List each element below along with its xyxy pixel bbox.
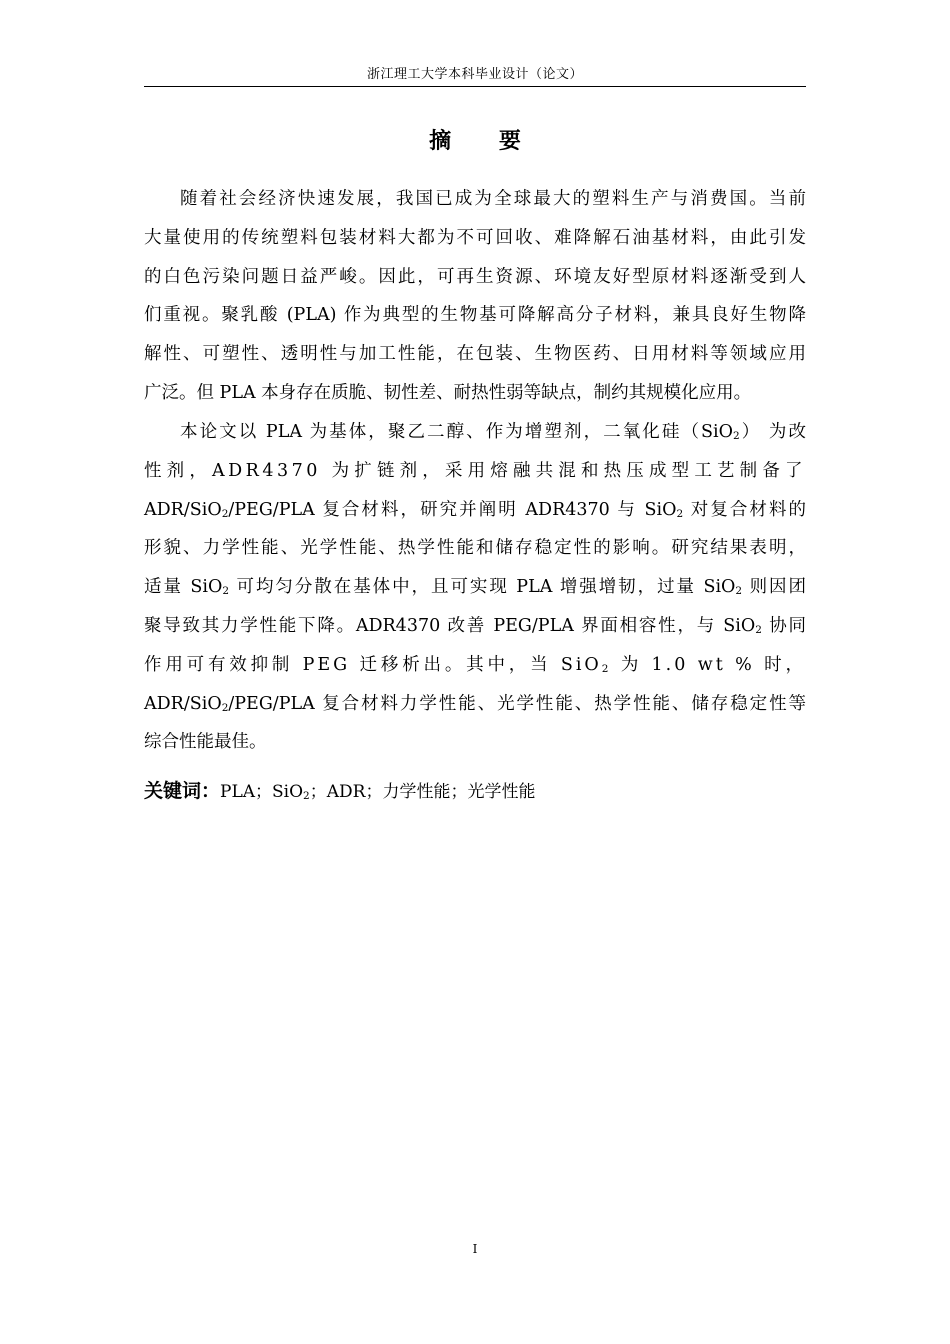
text-run: ADR/SiO — [144, 693, 222, 714]
text-run: /PEG/PLA 复合材料，研究并阐明 ADR4370 与 SiO — [228, 499, 677, 520]
text-line: 性剂，ADR4370 为扩链剂，采用熔融共混和热压成型工艺制备了 — [144, 460, 806, 481]
text-run: 作用可有效抑制 PEG 迁移析出。其中，当 SiO — [144, 654, 602, 675]
subscript: 2 — [601, 662, 612, 675]
text-line: 广泛。但 PLA 本身存在质脆、韧性差、耐热性弱等缺点，制约其规模化应用。 — [144, 382, 752, 403]
text-line: 形貌、力学性能、光学性能、热学性能和储存稳定性的影响。研究结果表明， — [144, 538, 806, 559]
abstract-paragraph-2 — [144, 413, 806, 762]
subscript: 2 — [676, 507, 684, 520]
text-line — [144, 607, 806, 646]
text-run: 本论文以 PLA 为基体，聚乙二醇、作为增塑剂，二氧化硅（SiO — [180, 422, 733, 442]
text-run: 协同 — [761, 615, 806, 636]
text-line: 随着社会经济快速发展，我国已成为全球最大的塑料生产与消费国。当前 — [180, 189, 806, 209]
text-run: 为 1.0 wt % 时， — [611, 654, 806, 675]
running-header: 浙江理工大学本科毕业设计（论文） — [366, 67, 583, 82]
keywords-label: 关键词： — [144, 780, 221, 802]
text-line — [144, 685, 806, 724]
text-line: 大量使用的传统塑料包装材料大都为不可回收、难降解石油基材料，由此引发 — [144, 227, 806, 248]
text-run: 对复合材料的 — [683, 499, 807, 520]
subscript: 2 — [222, 585, 230, 598]
page-number: I — [472, 1242, 478, 1256]
text-line — [144, 646, 806, 685]
text-run: /PEG/PLA 复合材料力学性能、光学性能、热学性能、储存稳定性等 — [228, 693, 806, 714]
abstract-paragraph-1 — [144, 180, 806, 413]
text-run: ADR/SiO — [144, 499, 222, 520]
text-line: 们重视。聚乳酸 (PLA) 作为典型的生物基可降解高分子材料，兼具良好生物降 — [144, 305, 806, 326]
keywords-text: PLA；SiO — [220, 782, 304, 802]
text-run: ） 为改 — [739, 422, 806, 442]
keywords-text: ；ADR；力学性能；光学性能 — [309, 782, 536, 802]
text-line: 综合性能最佳。 — [144, 732, 267, 753]
text-run: 聚导致其力学性能下降。ADR4370 改善 PEG/PLA 界面相容性，与 SiO — [144, 615, 756, 636]
subscript: 2 — [732, 430, 740, 442]
header-rule — [144, 86, 806, 87]
subscript: 2 — [221, 507, 229, 520]
text-run: 适量 SiO — [144, 577, 223, 598]
text-line: 的白色污染问题日益严峻。因此，可再生资源、环境友好型原材料逐渐受到人 — [144, 266, 806, 287]
keywords — [144, 775, 806, 807]
text-run: 则因团 — [742, 577, 806, 598]
text-line — [144, 413, 806, 452]
text-line — [144, 491, 806, 530]
subscript: 2 — [755, 623, 762, 636]
subscript: 2 — [735, 585, 743, 598]
text-line — [144, 568, 806, 607]
subscript: 2 — [303, 790, 310, 802]
subscript: 2 — [221, 701, 229, 714]
text-line: 解性、可塑性、透明性与加工性能，在包装、生物医药、日用材料等领域应用 — [144, 344, 806, 365]
text-run: 可均匀分散在基体中，且可实现 PLA 增强增韧，过量 SiO — [229, 577, 736, 598]
abstract-title: 摘 要 — [429, 129, 541, 154]
